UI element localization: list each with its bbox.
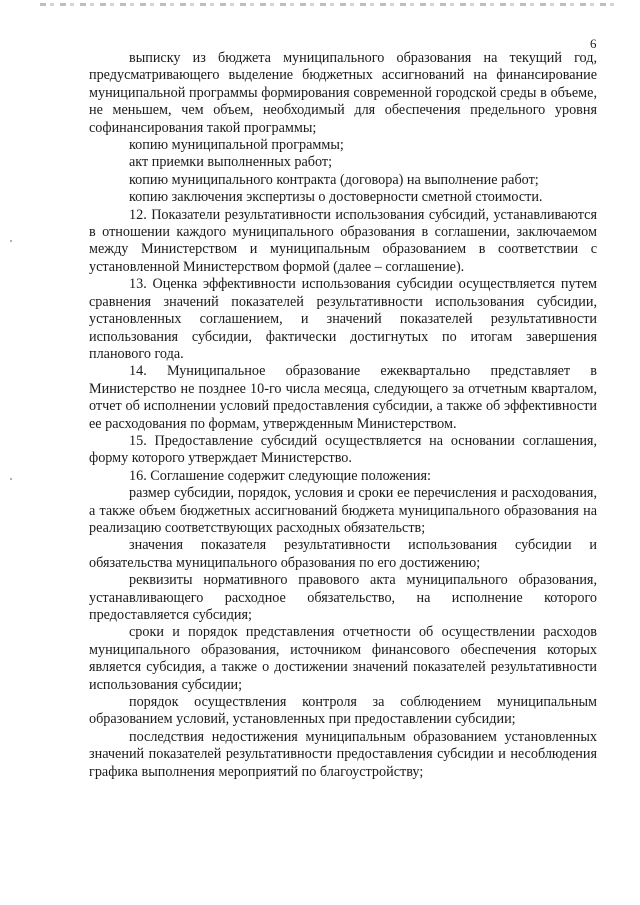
- paragraph-program-copy: копию муниципальной программы;: [129, 137, 344, 154]
- paragraph-13: 13. Оценка эффективности использования субсидии осуществляется путем сравнения значений показателей результативности использования субсидии, установленных соглашением, и значений показателей результативности использования субсидии, фактически достигнутых по итогам завершения планового года.: [89, 276, 597, 362]
- paragraph-14: 14. Муниципальное образование ежеквартально представляет в Министерство не позднее 10-го числа месяца, следующего за отчетным кварталом, отчет об исполнении условий предоставления субсидии, а также об эффективности ее расходования по формам, утвержденным Министерством.: [89, 363, 597, 432]
- paragraph-16-subsidy-size: размер субсидии, порядок, условия и сроки ее перечисления и расходования, а также объем бюджетных ассигнований бюджета муниципального образования на реализацию соответствующих расходных обязательств;: [89, 485, 597, 536]
- paragraph-16: 16. Соглашение содержит следующие положения:: [129, 467, 431, 484]
- paragraph-12: 12. Показатели результативности использования субсидий, устанавливаются в отношении каждого муниципального образования в соглашении, заключаемом между Министерством и муниципальным образованием в соответствии с установленной Министерством формой (далее – соглашение).: [89, 206, 597, 275]
- paragraph-16-consequences: последствия недостижения муниципальным образованием установленных значений показателей результативности предоставления субсидии и несоблюдения графика выполнения мероприятий по благоустройству;: [89, 728, 597, 780]
- paragraph-16-reporting: сроки и порядок представления отчетности об осуществлении расходов муниципального образования, источником финансового обеспечения которых является субсидия, а также о достижении значений показателей результативности использования субсидии;: [89, 624, 597, 693]
- scan-edge-artifact: [40, 3, 620, 6]
- paragraph-acceptance-act: акт приемки выполненных работ;: [129, 154, 333, 171]
- paragraph-contract-copy: копию муниципального контракта (договора) на выполнение работ;: [129, 171, 539, 188]
- document-body: [89, 50, 597, 781]
- scan-speck: [10, 240, 12, 242]
- page-number: 6: [590, 36, 597, 51]
- paragraph-15: 15. Предоставление субсидий осуществляется на основании соглашения, форму которого утверждает Министерство.: [89, 432, 597, 467]
- paragraph-16-legal-act: реквизиты нормативного правового акта муниципального образования, устанавливающего расходное обязательство, на исполнение которого предоставляется субсидия;: [89, 572, 597, 623]
- paragraph-budget-extract: выписку из бюджета муниципального образования на текущий год, предусматривающего выделение бюджетных ассигнований на финансирование муниципальной программы формирования современной городской среды в объеме, не меньшем, чем объем, необходимый для обеспечения предельного уровня софинансирования такой программы;: [89, 50, 597, 136]
- paragraph-expertise-copy: копию заключения экспертизы о достоверности сметной стоимости.: [129, 189, 543, 206]
- scan-speck: [10, 478, 12, 480]
- paragraph-16-control: порядок осуществления контроля за соблюдением муниципальным образованием условий, установленных при предоставлении субсидии;: [89, 694, 597, 728]
- paragraph-16-indicator-values: значения показателя результативности использования субсидии и обязательства муниципального образования по его достижению;: [89, 537, 597, 571]
